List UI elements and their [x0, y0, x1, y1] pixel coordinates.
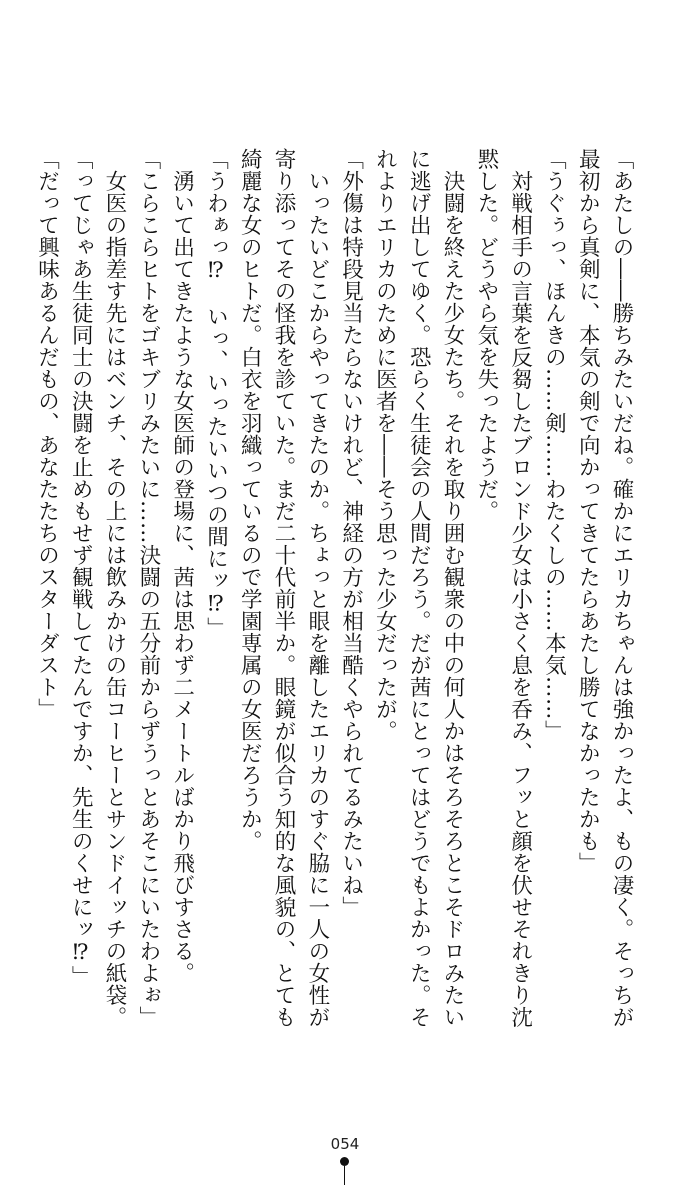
text-line: 「あたしの――勝ちみたいだね。確かにエリカちゃんは強かったよ、もの凄く。そっちが: [609, 148, 634, 1028]
text-line: 黙した。どうやら気を失ったようだ。: [473, 148, 499, 522]
text-line: れよりエリカのために医者を――そう思った少女だったが。: [372, 148, 398, 742]
text-line: 「うぐぅっ、ほんきの……剣……わたくしの……本気……」: [541, 148, 567, 742]
text-line: に逃げ出してゆく。恐らく生徒会の人間だろう。だが茜にとってはどうでもよかった。そ: [406, 148, 432, 1028]
page-number: 054: [330, 1135, 360, 1153]
text-line: 「うわぁっ⁉ いっ、いったいいつの間にッ⁉」: [203, 148, 229, 639]
text-line: 「ってじゃあ生徒同士の決闘を止めもせず観戦してたんですか、先生のくせにッ⁉」: [68, 148, 94, 988]
text-line: いったいどこからやってきたのか。ちょっと眼を離したエリカのすぐ脇に一人の女性が: [304, 148, 330, 1028]
page-marker-dot: [340, 1157, 349, 1166]
text-line: 「こらこらヒトをゴキブリみたいに……決闘の五分前からずうっとあそこにいたわよぉ」: [135, 148, 161, 1028]
text-line: 寄り添ってその怪我を診ていた。まだ二十代前半か。眼鏡が似合う知的な風貌の、とても: [271, 148, 297, 1028]
text-line: 湧いて出てきたような女医師の登場に、茜は思わず二メートルばかり飛びすさる。: [169, 148, 195, 984]
text-line: 「だって興味あるんだもの、あなたたちのスターダスト」: [34, 148, 60, 720]
text-line: 対戦相手の言葉を反芻したブロンド少女は小さく息を呑み、フッと顔を伏せそれきり沈: [507, 148, 533, 1028]
text-line: 綺麗な女のヒトだ。白衣を羽織っているので学園専属の女医だろうか。: [237, 148, 263, 852]
text-line: 決闘を終えた少女たち。それを取り囲む観衆の中の何人かはそろそろとこそドロみたい: [440, 148, 466, 1028]
novel-body-text: [34, 148, 638, 1028]
text-line: 最初から真剣に、本気の剣で向かってきてたらあたし勝てなかったかも」: [575, 148, 601, 874]
text-line: 「外傷は特段見当たらないけれど、神経の方が相当酷くやられてるみたいね」: [338, 148, 364, 918]
text-line: 女医の指差す先にはベンチ、その上には飲みかけの缶コーヒーとサンドイッチの紙袋。: [102, 148, 128, 1028]
page-marker-line: [344, 1166, 345, 1185]
